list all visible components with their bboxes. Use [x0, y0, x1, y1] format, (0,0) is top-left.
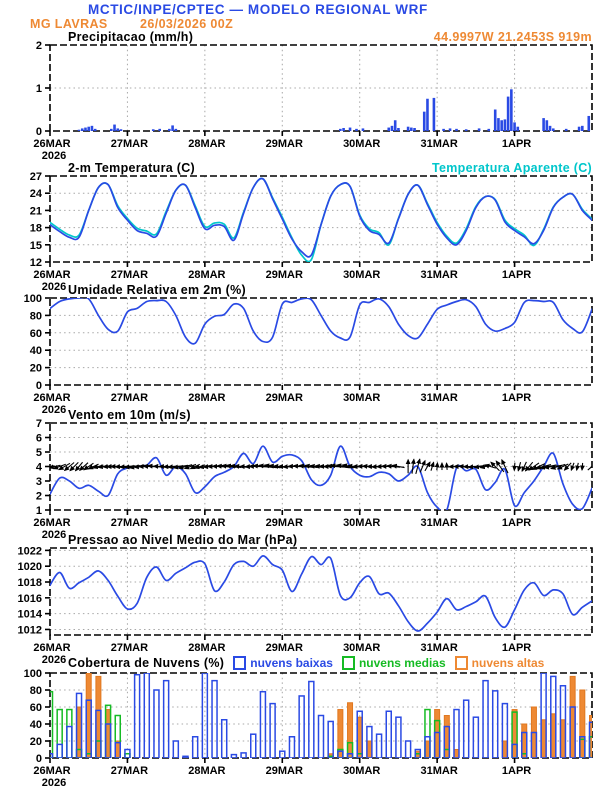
- svg-text:28MAR: 28MAR: [188, 517, 226, 529]
- svg-text:2026: 2026: [41, 777, 67, 789]
- svg-text:1022: 1022: [17, 545, 42, 558]
- legend-label-low-clouds: nuvens baixas: [250, 656, 333, 670]
- cloud-cover-chart: [0, 665, 612, 792]
- svg-text:30MAR: 30MAR: [343, 392, 381, 404]
- svg-text:4: 4: [35, 461, 42, 474]
- svg-text:27MAR: 27MAR: [110, 765, 149, 777]
- svg-text:28MAR: 28MAR: [188, 642, 226, 654]
- svg-text:0: 0: [35, 753, 42, 765]
- svg-text:30MAR: 30MAR: [343, 765, 381, 777]
- svg-text:29MAR: 29MAR: [265, 138, 303, 150]
- svg-text:29MAR: 29MAR: [265, 269, 303, 281]
- svg-text:1018: 1018: [17, 577, 42, 590]
- svg-text:26MAR: 26MAR: [33, 392, 71, 404]
- svg-text:31MAR: 31MAR: [420, 392, 458, 404]
- svg-text:1: 1: [35, 505, 42, 517]
- svg-text:30MAR: 30MAR: [343, 138, 381, 150]
- svg-text:26MAR: 26MAR: [33, 765, 71, 777]
- svg-text:26MAR: 26MAR: [33, 269, 71, 281]
- precipitation-chart: [0, 37, 612, 165]
- svg-text:1APR: 1APR: [501, 392, 532, 404]
- station-name: MG LAVRAS: [30, 17, 108, 31]
- svg-text:27MAR: 27MAR: [110, 517, 149, 529]
- svg-text:80: 80: [29, 685, 42, 697]
- svg-text:27MAR: 27MAR: [110, 392, 149, 404]
- svg-text:29MAR: 29MAR: [265, 642, 303, 654]
- pressure-chart: [0, 540, 612, 669]
- svg-text:30MAR: 30MAR: [343, 269, 381, 281]
- station-coordinates: 44.9997W 21.2453S 919m: [433, 30, 592, 44]
- svg-text:1APR: 1APR: [501, 765, 532, 777]
- svg-text:1APR: 1APR: [501, 138, 532, 150]
- svg-text:26MAR: 26MAR: [33, 138, 71, 150]
- svg-text:27MAR: 27MAR: [110, 642, 149, 654]
- svg-text:100: 100: [23, 293, 42, 305]
- svg-text:29MAR: 29MAR: [265, 765, 303, 777]
- svg-text:30MAR: 30MAR: [343, 642, 381, 654]
- svg-text:40: 40: [29, 345, 42, 358]
- apparent-temperature-label: Temperatura Aparente (C): [431, 161, 592, 175]
- svg-text:31MAR: 31MAR: [420, 517, 458, 529]
- svg-text:28MAR: 28MAR: [188, 392, 226, 404]
- run-datetime: 26/03/2026 00Z: [140, 17, 234, 31]
- svg-text:2026: 2026: [41, 281, 67, 293]
- svg-text:6: 6: [35, 432, 42, 445]
- svg-text:20: 20: [29, 736, 42, 748]
- svg-text:2: 2: [35, 490, 42, 503]
- svg-text:1020: 1020: [17, 561, 42, 574]
- svg-text:1APR: 1APR: [501, 642, 532, 654]
- svg-text:1014: 1014: [17, 608, 42, 621]
- humidity-title: Umidade Relativa em 2m (%): [68, 283, 246, 297]
- svg-text:24: 24: [29, 188, 42, 201]
- svg-text:31MAR: 31MAR: [420, 642, 458, 654]
- svg-text:1: 1: [35, 83, 42, 95]
- svg-text:18: 18: [29, 222, 42, 235]
- svg-text:28MAR: 28MAR: [188, 269, 226, 281]
- svg-text:80: 80: [29, 310, 42, 323]
- svg-text:40: 40: [29, 719, 42, 731]
- svg-text:2026: 2026: [41, 404, 67, 416]
- svg-text:26MAR: 26MAR: [33, 642, 71, 654]
- svg-text:100: 100: [23, 668, 42, 680]
- legend-label-mid-clouds: nuvens medias: [358, 656, 446, 670]
- svg-text:2026: 2026: [41, 529, 67, 541]
- svg-text:2: 2: [35, 40, 42, 52]
- svg-text:1012: 1012: [17, 624, 42, 637]
- svg-text:3: 3: [35, 476, 42, 488]
- svg-text:15: 15: [29, 239, 42, 252]
- clouds-title: Cobertura de Nuvens (%): [68, 656, 225, 670]
- svg-text:27MAR: 27MAR: [110, 138, 149, 150]
- svg-text:2026: 2026: [41, 654, 67, 666]
- svg-text:1APR: 1APR: [501, 269, 532, 281]
- wind-chart: [0, 415, 612, 544]
- svg-text:2026: 2026: [41, 150, 67, 162]
- svg-text:0: 0: [35, 126, 42, 138]
- svg-text:28MAR: 28MAR: [188, 138, 226, 150]
- svg-text:0: 0: [35, 380, 42, 392]
- svg-text:7: 7: [35, 418, 42, 430]
- svg-text:29MAR: 29MAR: [265, 517, 303, 529]
- svg-text:1016: 1016: [17, 592, 42, 605]
- svg-text:21: 21: [29, 205, 42, 218]
- precipitation-title: Precipitacao (mm/h): [68, 30, 194, 44]
- svg-text:20: 20: [29, 362, 42, 375]
- svg-text:60: 60: [29, 327, 42, 340]
- svg-text:31MAR: 31MAR: [420, 138, 458, 150]
- temperature-chart: [0, 168, 612, 296]
- svg-text:5: 5: [35, 447, 42, 459]
- model-title: MCTIC/INPE/CPTEC — MODELO REGIONAL WRF: [88, 2, 428, 17]
- pressure-title: Pressao ao Nivel Medio do Mar (hPa): [68, 533, 298, 547]
- humidity-chart: [0, 290, 612, 419]
- temperature-title: 2-m Temperatura (C): [68, 161, 196, 175]
- svg-text:26MAR: 26MAR: [33, 517, 71, 529]
- wind-title: Vento em 10m (m/s): [68, 408, 191, 422]
- svg-text:1APR: 1APR: [501, 517, 532, 529]
- svg-text:31MAR: 31MAR: [420, 269, 458, 281]
- svg-text:12: 12: [29, 257, 42, 269]
- svg-text:28MAR: 28MAR: [188, 765, 226, 777]
- legend-label-high-clouds: nuvens altas: [471, 656, 545, 670]
- svg-text:31MAR: 31MAR: [420, 765, 458, 777]
- svg-text:27: 27: [29, 171, 42, 183]
- svg-text:27MAR: 27MAR: [110, 269, 149, 281]
- svg-text:60: 60: [29, 702, 42, 714]
- svg-text:30MAR: 30MAR: [343, 517, 381, 529]
- svg-text:29MAR: 29MAR: [265, 392, 303, 404]
